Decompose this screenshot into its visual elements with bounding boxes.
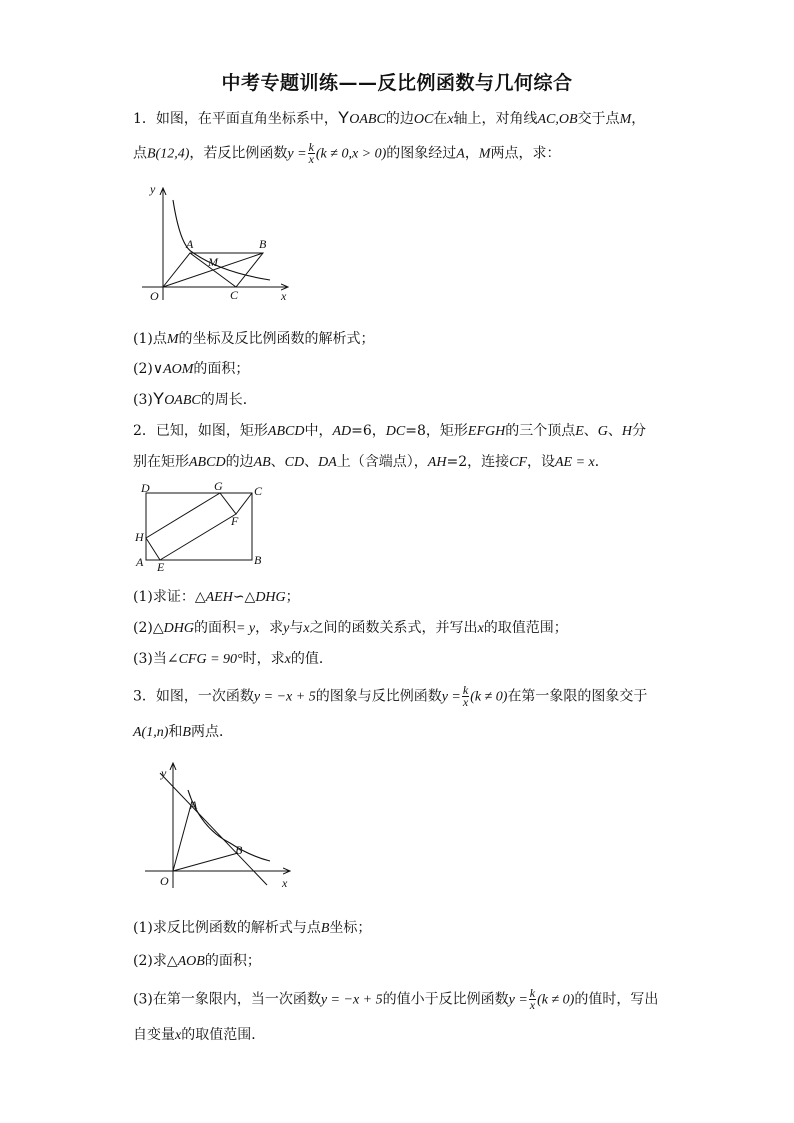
label-o: O bbox=[150, 289, 159, 303]
q1-sub3: (3)YOABC的周长． bbox=[133, 389, 257, 408]
parallelogram-icon: Y bbox=[152, 389, 165, 408]
parallelogram-icon: Y bbox=[337, 108, 350, 127]
q1-figure bbox=[130, 180, 300, 305]
q3-sub2: (2)求△AOB的面积； bbox=[133, 953, 261, 969]
label-a: A bbox=[190, 798, 198, 812]
label-y: y bbox=[161, 766, 167, 780]
label-b: B bbox=[254, 553, 262, 567]
label-c: C bbox=[254, 484, 263, 498]
q3-figure bbox=[140, 758, 300, 893]
label-e: E bbox=[157, 560, 165, 573]
q3-sub3: (3)在第一象限内，当一次函数y = −x + 5的值小于反比例函数y = $\frac{k}{x}$ (k ≠ 0)的值时，写出 bbox=[133, 986, 659, 1012]
q2-sub1: (1)求证：△AEH∽△DHG； bbox=[133, 589, 300, 605]
label-a: A bbox=[136, 555, 144, 569]
q2-sub3: (3)当∠CFG = 90°时，求x的值． bbox=[133, 651, 333, 667]
hyperbola-curve bbox=[188, 790, 270, 861]
label-a: A bbox=[186, 237, 194, 251]
q3-sub3-cont: 自变量x的取值范围． bbox=[133, 1027, 266, 1043]
label-b: B bbox=[235, 843, 243, 857]
fraction-k-over-x: $\frac{k}{x}$ bbox=[308, 140, 314, 166]
label-c: C bbox=[230, 288, 239, 302]
q1-line1: 1．如图，在平面直角坐标系中，YOABC的边OC在x轴上，对角线AC,OB交于点M， bbox=[133, 108, 646, 127]
q2-sub2: (2)△DHG的面积= y，求y与x之间的函数关系式，并写出x的取值范围； bbox=[133, 620, 568, 636]
label-d: D bbox=[141, 481, 150, 495]
page-title: 中考专题训练——反比例函数与几何综合 bbox=[221, 72, 573, 94]
label-y: y bbox=[150, 182, 156, 196]
label-x: x bbox=[282, 876, 288, 890]
q3-line2: A(1,n)和B两点． bbox=[133, 724, 233, 740]
label-h: H bbox=[135, 530, 144, 544]
label-o: O bbox=[160, 874, 169, 888]
q3-line1: 3．如图，一次函数y = −x + 5的图象与反比例函数y = $\frac{k}{x}$ (k ≠ 0)在第一象限的图象交于 bbox=[133, 683, 648, 709]
q2-figure bbox=[130, 478, 270, 573]
segment-ob bbox=[173, 853, 238, 871]
q2-line2: 别在矩形ABCD的边AB、CD、DA上（含端点），AH=2，连接CF，设AE = x． bbox=[133, 454, 609, 470]
q1-sub1: (1)点M的坐标及反比例函数的解析式； bbox=[133, 331, 375, 347]
q1-line2: 点B(12,4)，若反比例函数y = $\frac{k}{x}$ (k ≠ 0,x > 0)的图象经过A，M两点，求： bbox=[133, 140, 561, 166]
label-m: M bbox=[208, 255, 218, 269]
label-f: F bbox=[231, 514, 239, 528]
fraction-k-over-x: $\frac{k}{x}$ bbox=[462, 683, 469, 709]
line-y-neg-x-plus-5 bbox=[160, 773, 267, 885]
q1-sub2: (2)∨AOM的面积； bbox=[133, 361, 250, 377]
label-b: B bbox=[259, 237, 267, 251]
label-x: x bbox=[281, 289, 287, 303]
rectangle-efgh bbox=[146, 493, 236, 560]
segment-cf bbox=[236, 493, 252, 514]
q2-line1: 2．已知，如图，矩形ABCD中，AD=6，DC=8，矩形EFGH的三个顶点E、G、H分 bbox=[133, 423, 647, 439]
q3-sub1: (1)求反比例函数的解析式与点B坐标； bbox=[133, 920, 372, 936]
fraction-k-over-x: $\frac{k}{x}$ bbox=[529, 986, 536, 1012]
label-g: G bbox=[214, 479, 223, 493]
